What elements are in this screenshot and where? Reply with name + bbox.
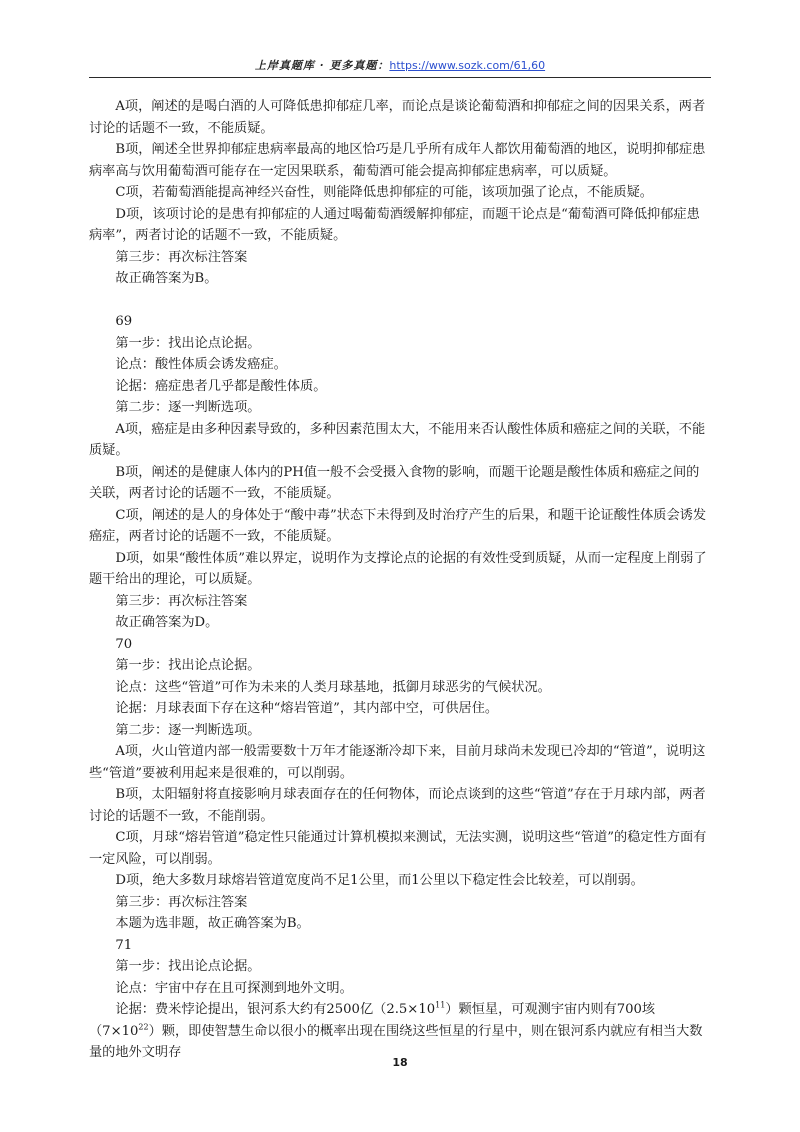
step-heading: 第三步：再次标注答案 — [115, 249, 248, 265]
paragraph: C项，若葡萄酒能提高神经兴奋性，则能降低患抑郁症的可能，该项加强了论点，不能质疑。 — [115, 185, 653, 200]
answer-line: 本题为选非题，故正确答案为B。 — [115, 916, 310, 931]
paragraph: D项，该项讨论的是患有抑郁症的人通过喝葡萄酒缓解抑郁症，而题干论点是“葡萄酒可降低抑郁症患病率”，两者讨论的话题不一致，不能质疑。 — [89, 206, 700, 243]
text-segment: ）颗恒星，可观测宇宙内则有700垓（7×10 — [89, 1002, 656, 1039]
paragraph: A项，阐述的是喝白酒的人可降低患抑郁症几率，而论点是谈论葡萄酒和抑郁症之间的因果关系，两者讨论的话题不一致，不能质疑。 — [89, 99, 706, 136]
step-heading: 第一步：找出论点论据。 — [115, 658, 261, 673]
paragraph: B项，阐述的是健康人体内的PH值一般不会受摄入食物的影响，而题干论题是酸性体质和癌症之间的关联，两者讨论的话题不一致，不能质疑。 — [89, 464, 700, 501]
paragraph: 论据：癌症患者几乎都是酸性体质。 — [115, 378, 327, 394]
paragraph: D项，绝大多数月球熔岩管道宽度尚不足1公里，而1公里以下稳定性会比较差，可以削弱。 — [115, 873, 644, 888]
header-link[interactable]: https://www.sozk.com/61,60 — [389, 59, 546, 72]
paragraph: A项，火山管道内部一般需要数十万年才能逐渐冷却下来，目前月球尚未发现已冷却的“管道”，说明这些“管道”要被利用起来是很难的，可以削弱。 — [89, 744, 706, 781]
step-heading: 第一步：找出论点论据。 — [115, 959, 261, 974]
exponent: 11 — [435, 1000, 446, 1010]
blank-line — [89, 290, 711, 312]
paragraph: 论据：月球表面下存在这种“熔岩管道”，其内部中空，可供居住。 — [115, 701, 499, 716]
page-header — [89, 55, 711, 78]
text-segment: 论据：费米悖论提出，银河系大约有2500亿（2.5×10 — [115, 1002, 436, 1017]
paragraph: 论点：这些“管道”可作为未来的人类月球基地，抵御月球恶劣的气候状况。 — [115, 679, 551, 695]
paragraph: C项，月球“熔岩管道”稳定性只能通过计算机模拟来测试，无法实测，说明这些“管道”的稳定性方面有一定风险，可以削弱。 — [89, 830, 707, 867]
paragraph: A项，癌症是由多种因素导致的，多种因素范围太大，不能用来否认酸性体质和癌症之间的关联，不能质疑。 — [89, 421, 706, 458]
answer-line: 故正确答案为D。 — [115, 615, 219, 630]
paragraph: 论点：宇宙中存在且可探测到地外文明。 — [115, 980, 353, 996]
exponent: 22 — [138, 1022, 149, 1032]
paragraph: B项，阐述全世界抑郁症患病率最高的地区恰巧是几乎所有成年人都饮用葡萄酒的地区，说明抑郁症患病率高与饮用葡萄酒可能存在一定因果联系，葡萄酒可能会提高抑郁症患病率，可以质疑。 — [89, 142, 706, 179]
question-number: 69 — [115, 314, 133, 329]
question-number: 71 — [115, 937, 133, 953]
paragraph: C项，阐述的是人的身体处于“酸中毒”状态下未得到及时治疗产生的后果，和题干论证酸性体质会诱发癌症，两者讨论的话题不一致，不能质疑。 — [89, 507, 707, 544]
header-brand: 上岸真题库 · 更多真题： — [254, 59, 390, 72]
step-heading: 第三步：再次标注答案 — [115, 593, 248, 609]
text-segment: ）颗，即使智慧生命以很小的概率出现在围绕这些恒星的行星中，则在银河系内就应有相当大数量的地外文明存 — [89, 1023, 703, 1060]
step-heading: 第三步：再次标注答案 — [115, 894, 248, 910]
paragraph: 论点：酸性体质会诱发癌症。 — [115, 357, 287, 372]
paragraph: D项，如果“酸性体质”难以界定，说明作为支撑论点的论据的有效性受到质疑，从而一定程度上削弱了题干给出的理论，可以质疑。 — [89, 550, 707, 587]
page-number: 18 — [392, 1056, 408, 1069]
answer-line: 故正确答案为B。 — [115, 271, 218, 286]
step-heading: 第二步：逐一判断选项。 — [115, 400, 261, 415]
document-body — [89, 96, 711, 1064]
paragraph: B项，太阳辐射将直接影响月球表面存在的任何物体，而论点谈到的这些“管道”存在于月球内部，两者讨论的话题不一致，不能削弱。 — [89, 787, 706, 824]
step-heading: 第一步：找出论点论据。 — [115, 335, 261, 351]
step-heading: 第二步：逐一判断选项。 — [115, 722, 261, 738]
question-number: 70 — [115, 636, 133, 652]
paragraph-with-exponents — [89, 999, 711, 1064]
